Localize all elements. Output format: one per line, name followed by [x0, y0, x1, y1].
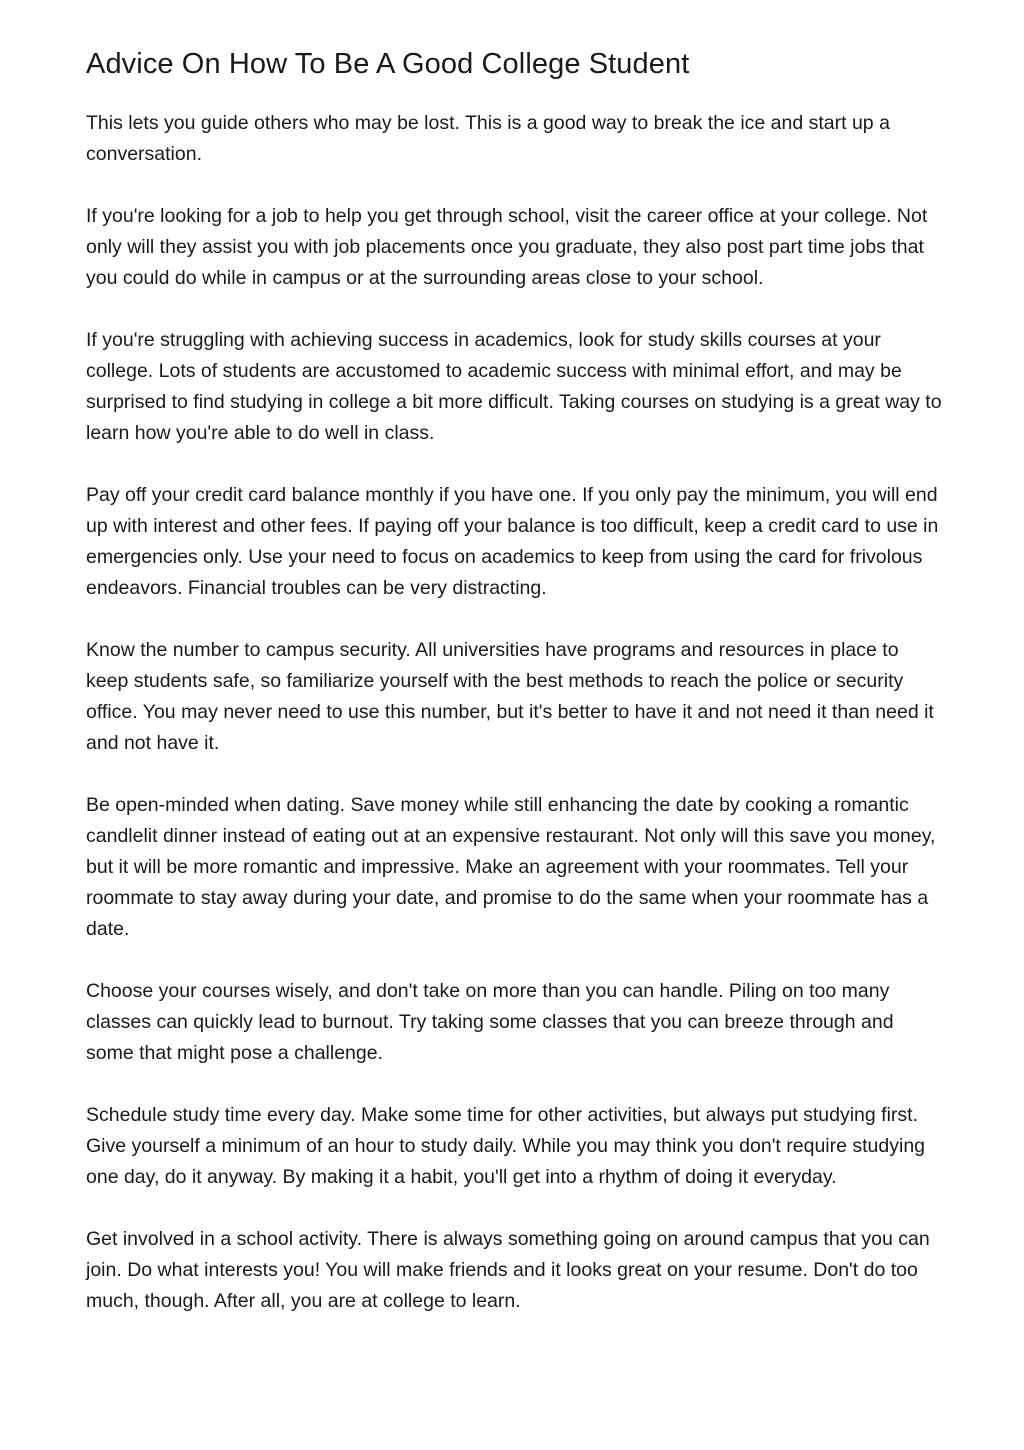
document-page [86, 44, 946, 1348]
paragraph: Know the number to campus security. All universities have programs and resources in place to keep students safe, so familiarize yourself with the best methods to reach the police or security office. You may never need to use this number, but it's better to have it and not need it than need it and not have it. [86, 639, 934, 754]
paragraph: Be open-minded when dating. Save money while still enhancing the date by cooking a romantic candlelit dinner instead of eating out at an expensive restaurant. Not only will this save you money, but it will be more romantic and impressive. Make an agreement with your roommates. Tell your roommate to stay away during your date, and promise to do the same when your roommate has a date. [86, 794, 936, 940]
paragraph: If you're struggling with achieving success in academics, look for study skills courses at your college. Lots of students are accustomed to academic success with minimal effort, and may be surprised to find studying in college a bit more difficult. Taking courses on studying is a great way to learn how you're able to do well in class. [86, 329, 942, 444]
document-title: Advice On How To Be A Good College Student [86, 48, 690, 80]
paragraph: Pay off your credit card balance monthly if you have one. If you only pay the minimum, you will end up with interest and other fees. If paying off your balance is too difficult, keep a credit card to use in emergencies only. Use your need to focus on academics to keep from using the card for frivolous endeavors. Financial troubles can be very distracting. [86, 484, 939, 599]
paragraph: This lets you guide others who may be lost. This is a good way to break the ice and start up a conversation. [86, 112, 890, 165]
paragraph: Choose your courses wisely, and don't take on more than you can handle. Piling on too many classes can quickly lead to burnout. Try taking some classes that you can breeze through and some that might pose a challenge. [86, 980, 894, 1064]
paragraph: Schedule study time every day. Make some time for other activities, but always put studying first. Give yourself a minimum of an hour to study daily. While you may think you don't require studying one day, do it anyway. By making it a habit, you'll get into a rhythm of doing it everyday. [86, 1104, 926, 1188]
paragraph: If you're looking for a job to help you get through school, visit the career office at your college. Not only will they assist you with job placements once you graduate, they also post part time jobs that you could do while in campus or at the surrounding areas close to your school. [86, 205, 928, 289]
paragraph: Get involved in a school activity. There is always something going on around campus that you can join. Do what interests you! You will make friends and it looks great on your resume. Don't do too much, though. After all, you are at college to learn. [86, 1228, 930, 1312]
